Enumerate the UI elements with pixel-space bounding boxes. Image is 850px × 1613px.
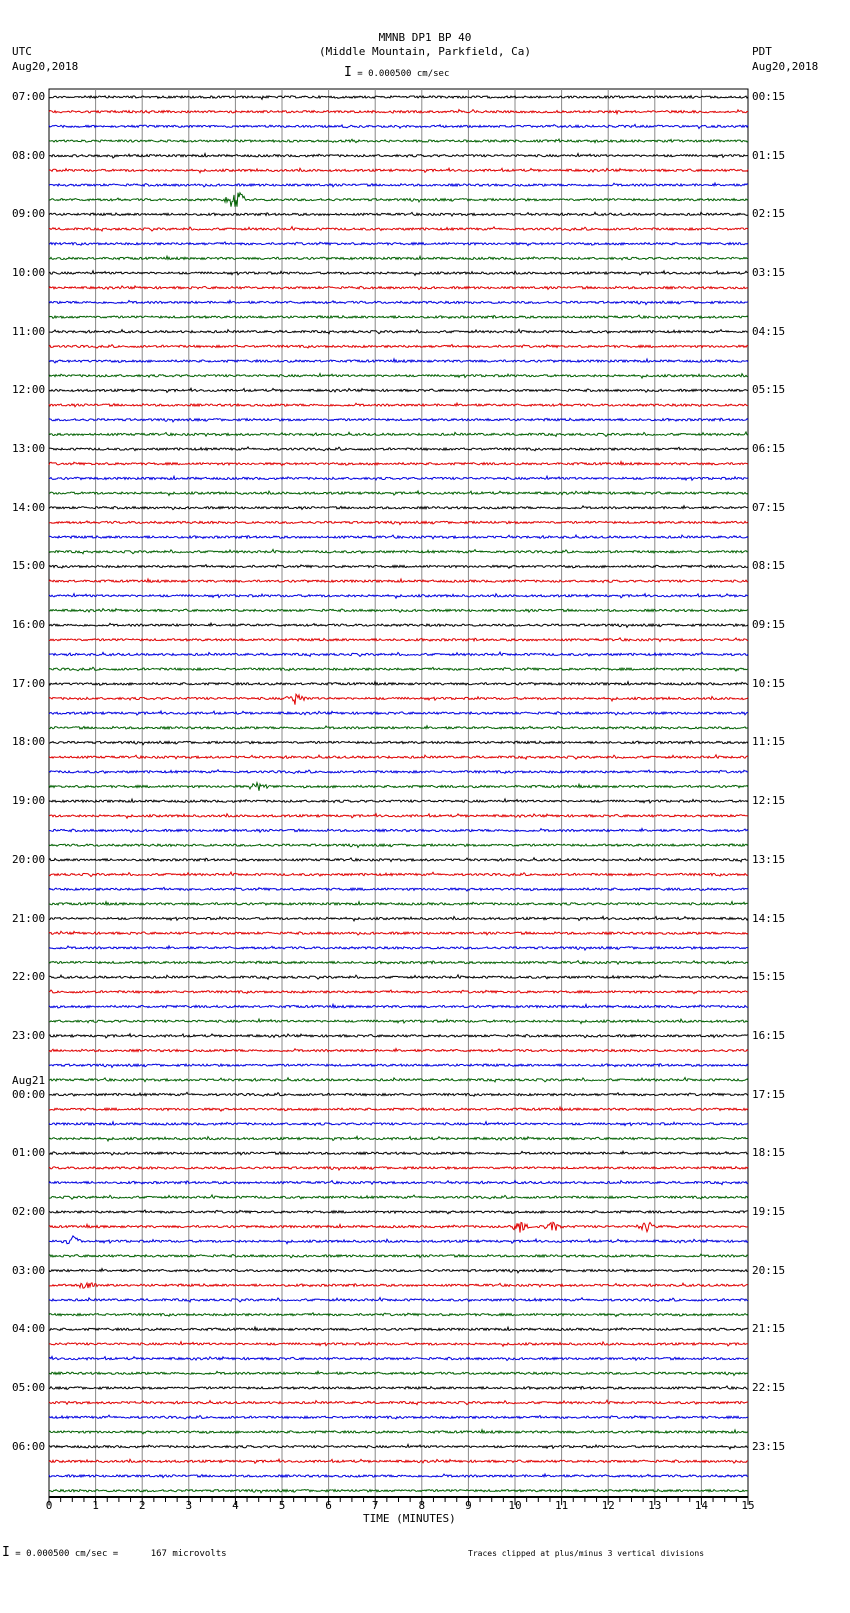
pdt-hour-label: 07:15: [752, 500, 786, 514]
seismic-trace: [49, 1254, 748, 1258]
seismic-trace: [49, 1078, 748, 1082]
seismic-trace: [49, 829, 748, 833]
x-tick-label: 15: [741, 1499, 755, 1512]
seismic-trace: [49, 594, 748, 599]
x-tick-label: 13: [648, 1499, 662, 1512]
seismic-trace: [49, 726, 748, 729]
seismic-trace: [49, 1236, 748, 1244]
seismic-trace: [49, 1167, 748, 1171]
pdt-hour-label: 04:15: [752, 324, 786, 338]
x-tick-label: 1: [92, 1499, 99, 1512]
scale-bar: I = 0.000500 cm/sec: [344, 65, 450, 80]
date-change-label: Aug21: [12, 1073, 46, 1087]
pdt-hour-label: 02:15: [752, 207, 786, 221]
seismic-trace: [49, 1107, 748, 1111]
seismic-trace: [49, 212, 748, 216]
seismic-trace: [49, 990, 748, 994]
seismic-trace: [49, 694, 748, 705]
pdt-hour-label: 14:15: [752, 911, 786, 925]
utc-hour-label: 21:00: [12, 911, 46, 925]
seismic-trace: [49, 1400, 748, 1404]
seismic-trace: [49, 256, 748, 260]
seismic-trace: [49, 315, 748, 319]
seismic-trace: [49, 521, 748, 525]
utc-hour-label: 15:00: [12, 559, 46, 573]
seismic-trace: [49, 447, 748, 451]
seismic-trace: [49, 1415, 748, 1419]
left-timezone: UTC: [12, 45, 32, 58]
seismic-trace: [49, 124, 748, 128]
utc-hour-label: 01:00: [12, 1146, 46, 1160]
left-date: Aug20,2018: [12, 60, 79, 73]
x-axis-label: TIME (MINUTES): [363, 1512, 456, 1525]
utc-hour-label: 05:00: [12, 1380, 46, 1394]
seismic-trace: [49, 432, 748, 436]
x-tick-label: 12: [601, 1499, 615, 1512]
seismic-trace: [49, 359, 748, 363]
pdt-hour-label: 19:15: [752, 1204, 786, 1218]
seismic-trace: [49, 1092, 748, 1096]
pdt-hour-label: 11:15: [752, 735, 786, 749]
utc-hour-label: 11:00: [12, 324, 46, 338]
x-tick-label: 7: [371, 1499, 379, 1512]
seismic-trace: [49, 403, 748, 407]
seismic-trace: [49, 887, 748, 891]
seismic-trace: [49, 1342, 748, 1347]
pdt-hour-label: 17:15: [752, 1087, 786, 1101]
seismic-trace: [49, 418, 748, 422]
seismic-trace: [49, 154, 748, 159]
pdt-hour-label: 00:15: [752, 90, 786, 103]
seismic-trace: [49, 242, 748, 246]
utc-hour-label: 00:00: [12, 1087, 46, 1101]
seismic-trace: [49, 535, 748, 539]
seismic-trace: [49, 682, 748, 686]
seismic-trace: [49, 168, 748, 173]
x-tick-label: 8: [418, 1499, 426, 1512]
seismic-trace: [49, 609, 748, 613]
seismic-trace: [49, 638, 748, 642]
pdt-hour-label: 22:15: [752, 1380, 786, 1394]
utc-hour-label: 16:00: [12, 618, 46, 632]
seismic-trace: [49, 1151, 748, 1155]
seismic-trace: [49, 961, 748, 965]
seismic-trace: [49, 814, 748, 819]
pdt-hour-label: 08:15: [752, 559, 786, 573]
seismic-trace: [49, 623, 748, 627]
seismic-trace: [49, 858, 748, 862]
x-tick-label: 5: [278, 1499, 286, 1512]
x-tick-label: 2: [138, 1499, 146, 1512]
seismic-trace: [49, 110, 748, 114]
x-tick-label: 10: [508, 1499, 522, 1512]
pdt-hour-label: 16:15: [752, 1028, 786, 1042]
utc-hour-label: 08:00: [12, 148, 46, 162]
seismic-trace: [49, 1371, 748, 1375]
seismic-trace: [49, 652, 748, 656]
seismic-trace: [49, 388, 748, 392]
seismic-trace: [49, 579, 748, 583]
seismic-trace: [49, 1459, 748, 1463]
utc-hour-label: 10:00: [12, 266, 46, 280]
seismic-trace: [49, 755, 748, 759]
right-date: Aug20,2018: [752, 60, 819, 73]
utc-hour-label: 22:00: [12, 970, 46, 984]
seismic-trace: [49, 1298, 748, 1302]
seismic-trace: [49, 1195, 748, 1199]
seismic-trace: [49, 770, 748, 774]
utc-hour-label: 18:00: [12, 735, 46, 749]
seismic-trace: [49, 975, 748, 979]
seismic-trace: [49, 1386, 748, 1390]
x-tick-label: 0: [45, 1499, 53, 1512]
seismic-trace: [49, 916, 748, 921]
right-timezone: PDT: [752, 45, 772, 58]
seismic-trace: [49, 329, 748, 333]
seismic-trace: [49, 872, 748, 876]
utc-hour-label: 02:00: [12, 1204, 46, 1218]
pdt-hour-label: 05:15: [752, 383, 786, 397]
seismic-trace: [49, 227, 748, 231]
utc-hour-label: 19:00: [12, 794, 46, 808]
seismic-trace: [49, 799, 748, 803]
seismic-trace: [49, 506, 748, 510]
footer-scale: I = 0.000500 cm/sec = 167 microvolts: [2, 1545, 227, 1560]
seismic-trace: [49, 300, 748, 304]
pdt-hour-label: 15:15: [752, 970, 786, 984]
seismic-trace: [49, 1136, 748, 1141]
seismic-trace: [49, 1181, 748, 1185]
seismic-trace: [49, 139, 748, 143]
seismic-trace: [49, 902, 748, 906]
x-tick-label: 14: [694, 1499, 709, 1512]
seismic-trace: [49, 711, 748, 715]
seismic-trace: [49, 565, 748, 569]
seismic-trace: [49, 549, 748, 553]
pdt-hour-label: 18:15: [752, 1146, 786, 1160]
x-tick-label: 6: [325, 1499, 332, 1512]
x-tick-label: 4: [232, 1499, 239, 1512]
seismic-trace: [49, 1474, 748, 1478]
seismic-trace: [49, 286, 748, 290]
utc-hour-label: 09:00: [12, 207, 46, 221]
seismic-trace: [49, 1064, 748, 1068]
pdt-hour-label: 03:15: [752, 266, 786, 280]
seismic-trace: [49, 931, 748, 935]
utc-hour-label: 06:00: [12, 1439, 46, 1453]
pdt-hour-label: 13:15: [752, 852, 786, 866]
seismic-trace: [49, 1034, 748, 1038]
utc-hour-label: 07:00: [12, 90, 46, 103]
chart-title: MMNB DP1 BP 40: [378, 31, 472, 44]
utc-hour-label: 14:00: [12, 500, 46, 514]
seismic-trace: [49, 1430, 748, 1434]
seismic-trace: [49, 271, 748, 276]
seismic-trace: [49, 1210, 748, 1214]
seismic-trace: [49, 1049, 748, 1052]
seismic-trace: [49, 1283, 748, 1288]
x-tick-label: 11: [554, 1499, 569, 1512]
pdt-hour-label: 12:15: [752, 794, 786, 808]
utc-hour-label: 17:00: [12, 676, 46, 690]
pdt-hour-label: 10:15: [752, 676, 786, 690]
footer-scale-label: = 0.000500 cm/sec = 167 microvolts: [15, 1549, 227, 1559]
seismic-trace: [49, 1222, 748, 1232]
utc-hour-label: 12:00: [12, 383, 46, 397]
x-tick-label: 9: [465, 1499, 472, 1512]
seismic-trace: [49, 741, 748, 745]
seismic-trace: [49, 1327, 748, 1331]
seismic-trace: [49, 374, 748, 379]
seismic-trace: [49, 491, 748, 496]
seismic-trace: [49, 193, 748, 207]
seismic-trace: [49, 844, 748, 848]
scale-label: = 0.000500 cm/sec: [357, 69, 450, 79]
seismic-trace: [49, 1019, 748, 1024]
seismic-trace: [49, 1004, 748, 1008]
seismic-trace: [49, 1313, 748, 1317]
utc-hour-label: 13:00: [12, 442, 46, 456]
seismic-trace: [49, 476, 748, 480]
seismic-trace: [49, 1489, 748, 1493]
seismic-trace: [49, 1444, 748, 1449]
seismic-trace: [49, 1269, 748, 1273]
pdt-hour-label: 20:15: [752, 1263, 786, 1277]
utc-hour-label: 04:00: [12, 1322, 46, 1336]
pdt-hour-label: 01:15: [752, 148, 786, 162]
seismic-trace: [49, 462, 748, 466]
utc-hour-label: 23:00: [12, 1028, 46, 1042]
pdt-hour-label: 21:15: [752, 1322, 786, 1336]
pdt-hour-label: 23:15: [752, 1439, 786, 1453]
pdt-hour-label: 06:15: [752, 442, 786, 456]
chart-subtitle: (Middle Mountain, Parkfield, Ca): [319, 45, 531, 58]
pdt-hour-label: 09:15: [752, 618, 786, 632]
seismic-trace: [49, 946, 748, 950]
seismic-trace: [49, 1357, 748, 1361]
seismic-trace: [49, 96, 748, 100]
seismic-trace: [49, 1122, 748, 1126]
clip-note: Traces clipped at plus/minus 3 vertical divisions: [468, 1549, 705, 1558]
utc-hour-label: 03:00: [12, 1263, 46, 1277]
x-tick-label: 3: [185, 1499, 193, 1512]
seismic-trace: [49, 183, 748, 187]
utc-hour-label: 20:00: [12, 852, 46, 866]
seismic-trace: [49, 345, 748, 348]
seismic-trace: [49, 667, 748, 671]
seismic-trace: [49, 783, 748, 791]
